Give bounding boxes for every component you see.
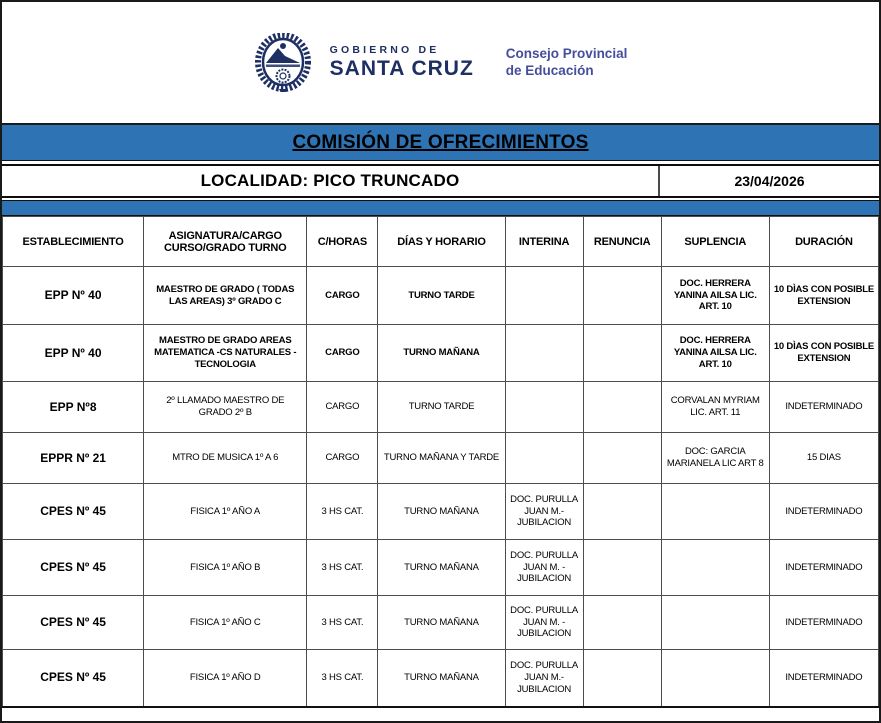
- table-cell: CPES Nº 45: [3, 650, 144, 707]
- locality-label: LOCALIDAD: PICO TRUNCADO: [2, 166, 660, 196]
- title-band: [2, 125, 879, 161]
- table-cell: EPP Nº8: [3, 382, 144, 433]
- table-cell: TURNO MAÑANA: [378, 596, 505, 650]
- table-cell: [661, 484, 769, 540]
- table-cell: 10 DÌAS CON POSIBLE EXTENSION: [769, 267, 878, 325]
- table-cell: EPP Nº 40: [3, 267, 144, 325]
- table-row: [3, 267, 879, 325]
- table-cell: DOC. PURULLA JUAN M. -JUBILACION: [505, 596, 583, 650]
- table-cell: DOC. HERRERA YANINA AILSA LIC. ART. 10: [661, 267, 769, 325]
- table-cell: DOC. PURULLA JUAN M.- JUBILACION: [505, 484, 583, 540]
- table-cell: INDETERMINADO: [769, 540, 878, 596]
- council-line-1: Consejo Provincial: [505, 45, 628, 61]
- table-cell: [583, 484, 661, 540]
- table-cell: 2º LLAMADO MAESTRO DE GRADO 2º B: [144, 382, 307, 433]
- table-cell: DOC. HERRERA YANINA AILSA LIC. ART. 10: [661, 325, 769, 382]
- table-cell: CPES Nº 45: [3, 540, 144, 596]
- date-value: 23/04/2026: [734, 173, 805, 189]
- government-wordmark: [330, 44, 474, 81]
- table-cell: TURNO MAÑANA Y TARDE: [378, 433, 505, 484]
- table-cell: CORVALAN MYRIAM LIC. ART. 11: [661, 382, 769, 433]
- table-cell: FISICA 1º AÑO D: [144, 650, 307, 707]
- table-cell: DOC. PURULLA JUAN M. -JUBILACION: [505, 540, 583, 596]
- table-cell: [505, 267, 583, 325]
- table-header-row: [3, 217, 879, 267]
- table-cell: [661, 596, 769, 650]
- table-cell: CPES Nº 45: [3, 596, 144, 650]
- santa-cruz-text: SANTA CRUZ: [329, 57, 474, 80]
- table-cell: CARGO: [307, 433, 378, 484]
- table-cell: INDETERMINADO: [769, 382, 878, 433]
- table-row: [3, 540, 879, 596]
- column-header: RENUNCIA: [583, 217, 661, 267]
- table-cell: [583, 267, 661, 325]
- table-cell: INDETERMINADO: [769, 484, 878, 540]
- page-title: COMISIÓN DE OFRECIMIENTOS: [292, 131, 589, 153]
- column-header: INTERINA: [505, 217, 583, 267]
- table-cell: MTRO DE MUSICA 1º A 6: [144, 433, 307, 484]
- table-cell: FISICA 1º AÑO C: [144, 596, 307, 650]
- table-cell: CARGO: [307, 267, 378, 325]
- table-cell: FISICA 1º AÑO A: [144, 484, 307, 540]
- table-cell: INDETERMINADO: [769, 650, 878, 707]
- table-cell: MAESTRO DE GRADO AREAS MATEMATICA -CS NATURALES -TECNOLOGIA: [144, 325, 307, 382]
- table-cell: DOC: GARCIA MARIANELA LIC ART 8: [661, 433, 769, 484]
- blue-divider-band: [2, 200, 879, 216]
- table-row: [3, 433, 879, 484]
- table-cell: EPPR Nº 21: [3, 433, 144, 484]
- table-cell: [505, 325, 583, 382]
- table-cell: CARGO: [307, 325, 378, 382]
- table-cell: [583, 382, 661, 433]
- council-wordmark: [506, 46, 628, 80]
- table-cell: CARGO: [307, 382, 378, 433]
- column-header: SUPLENCIA: [661, 217, 769, 267]
- table-cell: [505, 433, 583, 484]
- table-cell: TURNO MAÑANA: [378, 650, 505, 707]
- table-cell: EPP Nº 40: [3, 325, 144, 382]
- table-row: [3, 382, 879, 433]
- table-cell: 15 DIAS: [769, 433, 878, 484]
- table-cell: TURNO MAÑANA: [378, 325, 505, 382]
- table-cell: [661, 540, 769, 596]
- table-cell: [583, 650, 661, 707]
- locality-row: [2, 164, 879, 198]
- table-row: [3, 484, 879, 540]
- table-cell: 3 HS CAT.: [307, 596, 378, 650]
- offers-table: [2, 216, 879, 708]
- table-cell: [583, 325, 661, 382]
- table-cell: 3 HS CAT.: [307, 484, 378, 540]
- table-cell: [583, 433, 661, 484]
- column-header: DURACIÓN: [769, 217, 878, 267]
- table-cell: TURNO TARDE: [378, 267, 505, 325]
- santa-cruz-coat-of-arms-icon: [254, 33, 312, 93]
- table-cell: DOC. PURULLA JUAN M.- JUBILACION: [505, 650, 583, 707]
- table-cell: CPES Nº 45: [3, 484, 144, 540]
- table-cell: 10 DÌAS CON POSIBLE EXTENSION: [769, 325, 878, 382]
- council-line-2: de Educación: [505, 62, 594, 78]
- table-cell: [583, 540, 661, 596]
- column-header: ASIGNATURA/CARGO CURSO/GRADO TURNO: [144, 217, 307, 267]
- gobierno-de-text: GOBIERNO DE: [329, 44, 440, 56]
- table-cell: 3 HS CAT.: [307, 540, 378, 596]
- table-cell: [505, 382, 583, 433]
- table-cell: 3 HS CAT.: [307, 650, 378, 707]
- table-row: [3, 596, 879, 650]
- table-row: [3, 325, 879, 382]
- table-cell: [583, 596, 661, 650]
- letterhead: [2, 2, 879, 125]
- column-header: DÍAS Y HORARIO: [378, 217, 505, 267]
- table-cell: TURNO TARDE: [378, 382, 505, 433]
- table-cell: INDETERMINADO: [769, 596, 878, 650]
- column-header: C/HORAS: [307, 217, 378, 267]
- table-cell: MAESTRO DE GRADO ( TODAS LAS AREAS) 3º GRADO C: [144, 267, 307, 325]
- column-header: ESTABLECIMIENTO: [3, 217, 144, 267]
- table-cell: FISICA 1º AÑO B: [144, 540, 307, 596]
- table-cell: TURNO MAÑANA: [378, 540, 505, 596]
- logo-group: [254, 33, 628, 93]
- table-cell: TURNO MAÑANA: [378, 484, 505, 540]
- table-cell: [661, 650, 769, 707]
- table-row: [3, 650, 879, 707]
